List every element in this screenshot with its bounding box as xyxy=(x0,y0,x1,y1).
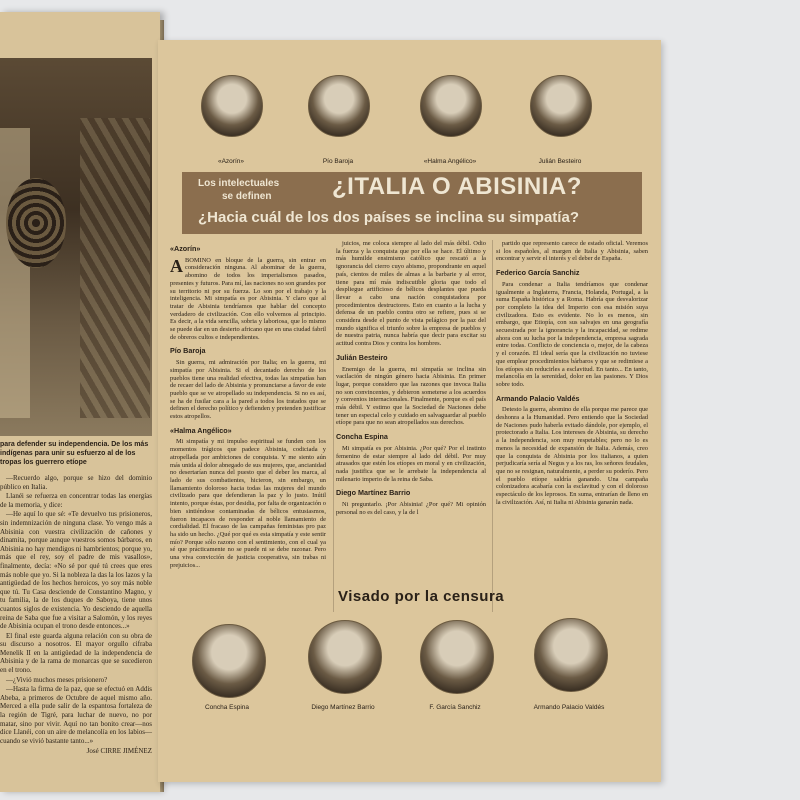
headline-banner xyxy=(182,172,642,234)
section-text: Detesto la guerra, abomino de ella porque me parece que deshonra a la Humanidad. Pero entiendo que la Sociedad de Naciones pudo haberla evitado dándole, por ejemplo, el protectorado a Italia. Los intereses de Abisinia, su derecho a la independencia, son muy respetables; pero no lo es menos la necesidad de expansión de Italia. Además, creo que la conquista de Abisinia por los italianos, a quien perjudicaría sería al Negus y a los ras, los señores feudales, que no se resignan, naturalmente, a perder su poderío. Pero el pueblo etíope saldría ganando. Una campaña colonizadora acabaría con la esclavitud y con el doloroso espectáculo de los leprosos. En suma, entrarían de lleno en la civilización. Así, ni Italia ni Abisinia ganarán nada. xyxy=(496,406,648,506)
section-heading: «Halma Angélico» xyxy=(170,425,232,435)
section-heading: Federico García Sanchiz xyxy=(496,268,580,278)
left-paragraph: Llanéi se refuerza en concentrar todas las energías de la memoria, y dice: xyxy=(0,492,152,509)
left-signature: José CIRRE JIMÉNEZ xyxy=(86,747,152,756)
left-page xyxy=(0,12,160,792)
banner-deck: ¿Hacia cuál de los dos países se inclina su simpatía? xyxy=(198,209,579,226)
portrait-caption: «Halma Angélico» xyxy=(423,158,477,165)
article-column-1 xyxy=(170,245,326,570)
left-photo-caption: para defender su independencia. De los más indígenas para unir su esfuerzo al de los tropas los guerrero etíope xyxy=(0,441,149,466)
section-text: Enemigo de la guerra, mi simpatía se inclina sin vacilación de ningún género hacia Abisinia. En primer lugar, porque considero que las razones que invoca Italia no son convincentes, y debieron someterse a los acuerdos y convenios internacionales. Finalmente, porque es el país más débil. Y estimo que la Sociedad de Naciones debe tener un especial celo y cuidado en salvaguardar al pueblo etíope para que no sean atropellados sus derechos. xyxy=(336,365,486,427)
portrait-diego-martinez-barrio xyxy=(308,620,382,694)
portrait-concha-espina xyxy=(192,624,266,698)
left-page-text xyxy=(0,474,152,756)
left-paragraph: —Recuerdo algo, porque se hizo del dominio público en Italia. xyxy=(0,474,152,491)
portrait-caption: Pío Baroja xyxy=(322,158,354,165)
column-rule xyxy=(333,290,334,612)
left-paragraph: —¿Vivió muchos meses prisionero? xyxy=(6,675,108,684)
portrait-caption: Julián Besteiro xyxy=(538,158,582,165)
right-page xyxy=(158,40,661,782)
photo-foliage xyxy=(80,118,150,418)
banner-kicker: se definen xyxy=(222,191,272,202)
article-column-3 xyxy=(496,240,648,508)
section-text: Mi simpatía es por Abisinia. ¿Por qué? Por el instinto femenino de estar siempre al lado del débil. Por muy atrasados que estén los etíopes en moral y en civilización, nada justifica que se le arrebate la independencia al milenario imperio de la reina de Saba. xyxy=(336,444,486,483)
portrait-azorin xyxy=(201,75,263,137)
section-text-body: BOMINO en bloque de la guerra, sin entrar en consideración ninguna. Al abominar de la guerra, abomino de todos los imperialismos pasados, presentes y futuros. Para mí, las naciones no son grandes por su territorio ni por su fuerza. Lo son por el trabajo y la inteligencia. Mi simpatía es por Abisinia. Y claro que al tratar de Abisinia tendríamos que hablar del concepto verdadero de civilización. Con ello volvemos al principio. Es decir, a la vida sencilla, sobria y laboriosa, que lo mismo se puede dar en un desierto africano que en una ciudad fabril de obreros cultos e independientes. xyxy=(170,256,326,341)
section-text: Para condenar a Italia tendríamos que condenar igualmente a Inglaterra, Francia, Holanda, Portugal, a la suma España histórica y a Roma. Habría que desvalorizar por completo la idea del Imperio con esa misión suya civilizadora. Esto es evidente. No lo es menos, sin embargo, que Etiopía, con sus salvajes en una geografía secuestrada por la ignorancia y la incapacidad, se redime ahora con su lucha por la independencia, empresa sagrada entre todas. Conflicto de conciencia o, mejor, de la cabeza y el corazón. El ideal sería que la civilización no tuviese que emplear procedimientos bárbaros y que se redimiese a los etíopes sin reducirles a esclavitud. En tanto... En tanto, melancolía en la serenidad, dolor en las pasiones. Y Dios sobre todo. xyxy=(496,280,648,388)
portrait-caption: Diego Martínez Barrio xyxy=(311,704,375,711)
portrait-palacio-valdes xyxy=(534,618,608,692)
portrait-pio-baroja xyxy=(308,75,370,137)
censura-title: Visado por la censura xyxy=(338,588,505,605)
portrait-julian-besteiro xyxy=(530,75,592,137)
portrait-caption: F. García Sanchiz xyxy=(429,704,481,711)
article-column-2 xyxy=(336,240,486,518)
section-heading: «Azorín» xyxy=(170,244,201,253)
section-heading: Diego Martínez Barrio xyxy=(336,488,411,498)
section-text: juicios, me coloca siempre al lado del más débil. Odio la fuerza y la conquista que por ella se hace. El último y más humilde ensimismo católico que rescató a la ignorancia del cierro cuyo abismo, propondrante en aquel país, cientos de miles de almas a la barbarie y al error, tiene para mí más indiscutible gloria que todo el despliegue artificioso de bélicos desplantes que pueda llevar a cabo una nación conquistadora por procedimientos destructores. Esto en cuanto a la lucha y defensa de un pueblo contra otro se refiere, pues si se considera desde el punto de vista pelágico por la paz del mundo significa el triunfo sobre la empresa de pueblos y de nuestra patria, nunca habría que decir para excitar su actitud contra Dios y contra los hombres. xyxy=(336,240,486,348)
section-text: Mi simpatía y mi impulso espiritual se funden con los momentos trágicos que padece Abisinia, codiciada y atropellada por ambiciones de conquista. Y me siento aún más unida al dolor abnegado de sus mujeres, que, ancianidad no desertarían nunca del puesto que el deber les marca, al lado de sus combatientes, hicieron, sin embargo, un llamamiento doloroso hacia todas las mujeres del mundo civilizado para que defendieran la paz y lo justo. Inútil intento, porque éstas, por desidia, por falta de organización o bien sintiéndose contaminadas de bélicos entusiasmos, fueron incapaces de responder al noble llamamiento de cordialidad. El fracaso de las campañas feministas pro paz ha sido un hecho. ¿Qué por qué es esta simpatía y este sentir mío? Porque sólo razono con el sentimiento, con el cual ya sé que prácticamente no se puede ni se debe razonar. Pero una viva convicción de justicia cooperativa, sin trabas ni prejuicios... xyxy=(170,438,326,569)
portrait-garcia-sanchiz xyxy=(420,620,494,694)
section-heading: Concha Espina xyxy=(336,432,388,442)
section-heading: Julián Besteiro xyxy=(336,352,388,362)
column-rule xyxy=(492,240,493,612)
left-paragraph: —He aquí lo que sé: «Te devuelvo tus prisioneros, sin indemnización de ninguna clase. Yo vengo más a Abisinia con vuestra civilización de cañones y dinamita, porque aunque vuestros somos bárbaros, en Abisinia no hay mendigos ni hambrientos; porque yo, más que el rey, soy el padre de mis vasallos», finalmente, decía: «No sé por qué tú crees que eres más noble que yo. Si la nobleza la das la los lazos y la antigüedad de los hechos heroicos, yo soy más noble que tú. Tu Casa desciende de Constantino Magno, y tu familia, la de los duques de Saboya, tiene unos cuantos siglos de existencia. Yo desciendo de aquella reina de Saba que fue a visitar a Salomón, y los reyes de Abisinia ocupan el trono desde entonces...» xyxy=(0,510,152,631)
portrait-halma-angelico xyxy=(420,75,482,137)
left-paragraph: —Hasta la firma de la paz, que se efectuó en Addis Abeba, a primeros de Octubre de aquel mismo año. Merced a ella pude salir de la espantosa fortaleza de la región de Tigré, para luchar de nuevo, no por matar, sino por vivir. Aquí no tan bonito crear—nos dice Llanéi, con un aire de melancolía en los labios—cuando se vivió bastante tanto...» xyxy=(0,685,152,745)
portrait-caption: Concha Espina xyxy=(204,704,250,711)
photo-parasol xyxy=(6,178,66,268)
banner-kicker: Los intelectuales xyxy=(198,178,280,189)
section-heading: Armando Palacio Valdés xyxy=(496,393,580,403)
banner-headline: ¿ITALIA O ABISINIA? xyxy=(332,173,582,200)
section-text: Ni preguntarlo. ¡Por Abisinia! ¿Por qué? Mi opinión personal no es del caso, y la de l xyxy=(336,501,486,516)
portrait-caption: «Azorín» xyxy=(217,158,245,165)
dropcap: A xyxy=(170,255,183,276)
left-page-photo xyxy=(0,58,152,436)
section-text xyxy=(170,257,326,342)
photo-figure xyxy=(0,128,30,418)
section-text: Sin guerra, mi admiración por Italia; en la guerra, mi simpatía por Abisinia. Si el decantado derecho de los pueblos tiene una realidad efectiva, todas las simpatías han de recaer del lado de Abisinia y pronunciarse a favor de este pueblo que se ve atropellado su independencia. Si no es así, se ha de fusilar cara a la pared a todos los tratados que se definen el derecho político y defienden y pretenden justificar estos atropellos. xyxy=(170,359,326,421)
portrait-caption: Armando Palacio Valdés xyxy=(533,704,605,711)
left-paragraph: El final este guarda alguna relación con su obra de su discurso a nosotros. El mayor orgullo cifraba Menelik II en la antigüedad de la independencia de Abisinia y de la rama de monarcas que se sucedieron en el trono. xyxy=(0,631,152,675)
section-text: partido que represento carece de estado oficial. Veremos si los españoles, al margen de Italia y Abisinia, saben encontrar y servir el interés y el deber de España. xyxy=(496,240,648,263)
section-heading: Pío Baroja xyxy=(170,346,206,356)
